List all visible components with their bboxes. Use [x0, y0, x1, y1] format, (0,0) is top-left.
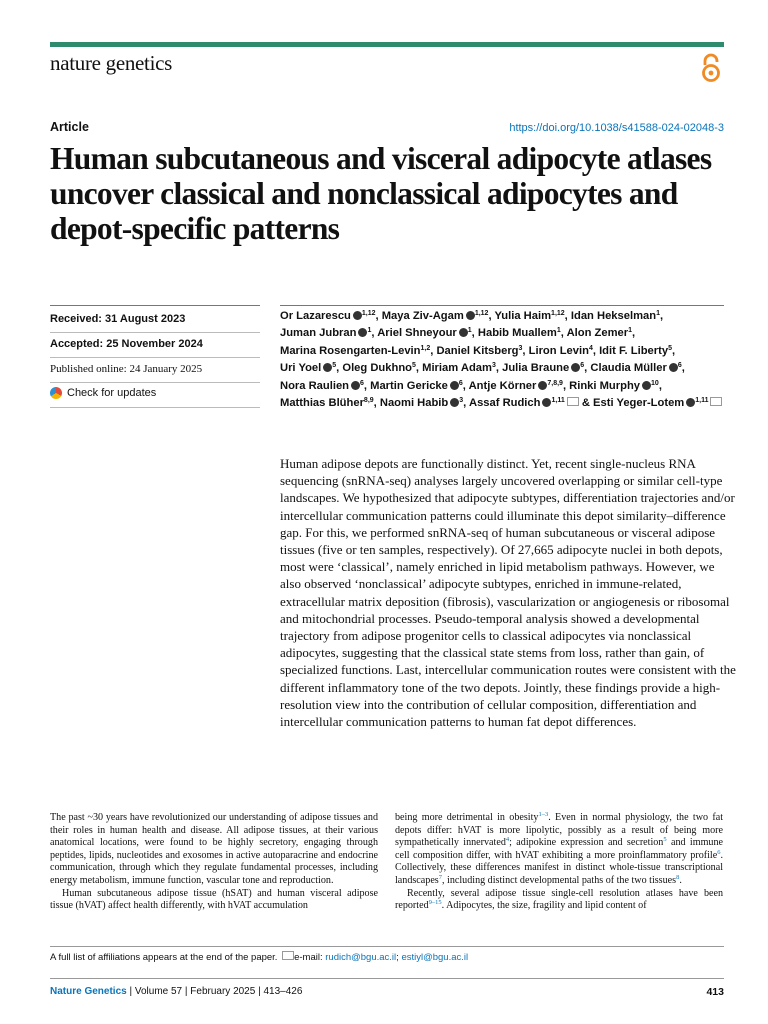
orcid-icon[interactable] — [353, 311, 362, 320]
body-column-right — [395, 812, 723, 913]
author-name: Matthias Blüher — [280, 397, 364, 410]
email-link[interactable]: rudich@bgu.ac.il — [325, 952, 397, 963]
author-affiliation: 5 — [668, 344, 672, 352]
author-name: Martin Gericke — [370, 379, 448, 392]
author-conjunction: & — [581, 397, 590, 410]
author-name: Oleg Dukhno — [342, 362, 412, 375]
abstract: Human adipose depots are functionally distinct. Yet, recent single-nucleus RNA sequencing (snRNA-seq) analyses largely uncovered overlapping or similar cell-type landscapes. We hypothesized that adipocyte subtypes, differentiation trajectories and/or intercellular communication patterns could illuminate this depot similarity–difference gap. For this, we performed snRNA-seq of human subcutaneous or visceral adipose tissues (five or ten samples, respectively). Of 27,665 adipocyte nuclei in both depots, most were ‘classical’, namely enriched in lipid metabolism pathways. However, we also observed ‘nonclassical’ adipocyte subtypes, enriched in immune-related, extracellular matrix deposition (fibrosis), vascularization or angiogenesis or ribosomal and mitochondrial processes. Pseudo-temporal analysis showed a developmental trajectory from adipose progenitor cells to classical adipocytes via nonclassical adipocytes, suggesting that the classical state stems from loss, rather than gain, of specialized functions. Last, intercellular communication routes were consistent with the different inflammatory tone of the two depots. Jointly, these findings provide a high-resolution view into the contribution of cellular composition, differentiation and intercellular communication patterns to human fat depot differences. — [280, 456, 736, 730]
author[interactable] — [478, 327, 561, 339]
body-column-left — [50, 812, 378, 913]
author-name: Uri Yoel — [280, 362, 322, 375]
check-updates-label: Check for updates — [67, 387, 157, 399]
divider — [50, 978, 724, 979]
author[interactable] — [569, 380, 659, 392]
orcid-icon[interactable] — [669, 363, 678, 372]
author[interactable] — [370, 380, 463, 392]
check-updates-button[interactable] — [50, 387, 260, 399]
author[interactable] — [377, 327, 471, 339]
doi-link[interactable]: https://doi.org/10.1038/s41588-024-02048-3 — [509, 122, 724, 134]
orcid-icon[interactable] — [642, 381, 651, 390]
body-paragraph: being more detrimental in obesity$^{1-3}$. Even in normal physiology, the two fat depots differ: hVAT is more lipolytic, possibly as a result of being more sympathetically innervated$^4$; adipokine expression and secretion$^5$ and immune cell composition differ, with hVAT exhibiting a more proinflammatory profile$^6$. Collectively, these differences manifest in distinct whole-tissue transcriptional landscapes$^7$, including distinct developmental paths of the two tissues$^8$. — [395, 811, 723, 886]
orcid-icon[interactable] — [450, 381, 459, 390]
mail-icon — [282, 951, 294, 960]
author-list: Or Lazarescu $^{1,12}$, Maya Ziv-Agam $^{1,12}$, Yulia Haim$^{1,12}$, Idan Hekselman$^1$, Juman Jubran $^1$, Ariel Shneyour $^1$, Habib Muallem$^1$, Alon Zemer$^1$, Marina Rosengarten-Levin$^{1,2}$, Daniel Kitsberg$^3$, Liron Levin$^4$, Idit F. Liberty$^5$, Uri Yoel $^5$, Oleg Dukhno$^5$, Miriam Adam$^3$, Julia Braune $^6$, Claudia Müller $^6$, Nora Raulien $^6$, Martin Gericke $^6$, Antje Körner $^{7,8,9}$, Rinki Murphy $^{10}$, Matthias Blüher$^{8,9}$, Naomi Habib $^3$, Assaf Rudich $^{1,11}$ & Esti Yeger-Lotem $^{1,11}$ — [280, 308, 732, 412]
article-type-label: Article — [50, 120, 89, 134]
body-paragraph: Recently, several adipose tissue single-cell resolution atlases have been reported$^{9-15}$. Adipocytes, the size, fragility and lipid content of — [395, 887, 723, 912]
author-affiliation: 6 — [360, 379, 364, 387]
author-affiliation: 1,2 — [420, 344, 431, 352]
author[interactable] — [280, 380, 364, 392]
author-name: Antje Körner — [468, 379, 537, 392]
author-name: Marina Rosengarten-Levin — [280, 344, 421, 357]
citation-link[interactable]: 1–3 — [538, 811, 549, 818]
received-date: Received: 31 August 2023 — [50, 313, 186, 325]
author[interactable] — [593, 397, 722, 409]
author[interactable] — [280, 397, 374, 409]
citation-link[interactable]: 9–15 — [428, 899, 442, 907]
author-affiliation: 7,8,9 — [547, 379, 563, 387]
author[interactable] — [380, 397, 463, 409]
author-affiliation: 1,12 — [474, 310, 489, 317]
author-name: Idan Hekselman — [570, 310, 657, 322]
author[interactable] — [422, 362, 496, 374]
page-number: 413 — [706, 986, 724, 998]
author-name: Claudia Müller — [590, 362, 667, 375]
mail-icon[interactable] — [567, 397, 579, 406]
author-name: Daniel Kitsberg — [436, 344, 519, 357]
author-affiliation: 5 — [412, 362, 416, 370]
author-affiliation: 3 — [491, 362, 496, 370]
citation-link[interactable]: 8 — [676, 873, 680, 881]
article-dates — [50, 312, 260, 399]
orcid-icon[interactable] — [466, 311, 475, 320]
author[interactable] — [280, 310, 376, 322]
author[interactable] — [469, 397, 579, 409]
author-name: Nora Raulien — [280, 379, 350, 392]
citation-link[interactable]: 5 — [663, 836, 667, 844]
author-name: Yulia Haim — [494, 310, 552, 322]
author-name: Ariel Shneyour — [377, 327, 457, 340]
citation-link[interactable]: 6 — [717, 848, 721, 856]
author-affiliation: 1,11 — [695, 397, 709, 405]
author-affiliation: 6 — [580, 362, 585, 370]
author-name: Idit F. Liberty — [599, 344, 669, 357]
article-title: Human subcutaneous and visceral adipocyte atlases uncover classical and nonclassical adipocytes and depot-specific patterns — [50, 141, 712, 246]
author-affiliation: 1,12 — [551, 310, 565, 317]
orcid-icon[interactable] — [571, 363, 580, 372]
author[interactable] — [599, 345, 672, 357]
author[interactable] — [494, 310, 564, 322]
author-affiliation: 1,11 — [551, 397, 565, 405]
author-name: Alon Zemer — [566, 327, 629, 340]
email-link[interactable]: estiyl@bgu.ac.il — [401, 952, 469, 963]
orcid-icon[interactable] — [538, 381, 547, 390]
author[interactable] — [280, 327, 371, 339]
author-name: Julia Braune — [502, 362, 570, 375]
author-affiliation: 8,9 — [363, 397, 374, 405]
orcid-icon[interactable] — [686, 398, 695, 407]
header-accent-bar — [50, 42, 724, 47]
orcid-icon[interactable] — [459, 328, 468, 337]
open-access-icon — [700, 52, 722, 84]
author[interactable] — [469, 380, 563, 392]
footer-details: | Volume 57 | February 2025 | 413–426 — [129, 986, 303, 997]
orcid-icon[interactable] — [351, 381, 360, 390]
orcid-icon[interactable] — [323, 363, 332, 372]
author[interactable] — [342, 362, 416, 374]
author-name: Miriam Adam — [422, 362, 492, 375]
author[interactable] — [590, 362, 681, 374]
author-affiliation: 1 — [467, 327, 472, 335]
author-name: Maya Ziv-Agam — [381, 310, 464, 322]
author-name: Habib Muallem — [477, 327, 557, 340]
author[interactable] — [280, 345, 430, 357]
author-name: Naomi Habib — [379, 397, 449, 410]
author-affiliation: 10 — [651, 379, 659, 387]
body-paragraph: The past ~30 years have revolutionized our understanding of adipose tissues and their roles in human health and disease. All adipose tissues, at their various anatomical locations, were found to be highly secretory, engaging through peptides, lipids, nucleotides and exosomes in active autoparacrine and endocrine communication, through which they regulate fundamental processes, including energy metabolism, immune function, vascular tone and reproduction. — [50, 812, 378, 886]
body-paragraph: Human subcutaneous adipose tissue (hSAT) and human visceral adipose tissue (hVAT) affect health differently, with hVAT accumulation — [50, 887, 378, 912]
author-name: Rinki Murphy — [569, 379, 641, 392]
affiliation-footnote: A full list of affiliations appears at the end of the paper. e-mail: rudich@bgu.ac.il; estiyl@bgu.ac.il — [50, 952, 469, 963]
author-affiliation: 5 — [332, 362, 337, 370]
divider — [50, 407, 260, 408]
author[interactable] — [502, 362, 584, 374]
accepted-date: Accepted: 25 November 2024 — [50, 338, 203, 350]
divider — [50, 305, 260, 306]
author[interactable] — [382, 310, 489, 322]
author[interactable] — [567, 327, 632, 339]
author-affiliation: 1 — [628, 327, 633, 335]
author-affiliation: 4 — [588, 344, 593, 352]
author-affiliation: 3 — [459, 397, 464, 405]
mail-icon[interactable] — [710, 397, 722, 406]
citation-link[interactable]: 7 — [438, 873, 442, 881]
divider — [50, 946, 724, 947]
author[interactable] — [529, 345, 593, 357]
published-date: Published online: 24 January 2025 — [50, 363, 203, 375]
footer-journal: Nature Genetics — [50, 986, 127, 997]
author[interactable] — [571, 310, 660, 322]
author-affiliation: 1 — [367, 327, 372, 335]
author-affiliation: 1 — [656, 310, 660, 317]
footer-citation — [50, 986, 302, 997]
author-affiliation: 6 — [458, 379, 463, 387]
author-name: Esti Yeger-Lotem — [593, 397, 685, 410]
journal-name: nature genetics — [50, 51, 173, 75]
author-affiliation: 6 — [677, 362, 682, 370]
author-name: Or Lazarescu — [280, 310, 351, 322]
author[interactable] — [280, 362, 336, 374]
author-name: Liron Levin — [528, 344, 589, 357]
author-affiliation: 3 — [518, 344, 523, 352]
author-name: Juman Jubran — [280, 327, 357, 340]
author[interactable] — [436, 345, 522, 357]
check-updates-icon — [50, 387, 62, 399]
divider — [280, 305, 724, 306]
orcid-icon[interactable] — [450, 398, 459, 407]
author-affiliation: 1 — [556, 327, 561, 335]
author-affiliation: 1,12 — [361, 310, 376, 317]
citation-link[interactable]: 4 — [505, 836, 510, 844]
author-name: Assaf Rudich — [468, 397, 541, 410]
